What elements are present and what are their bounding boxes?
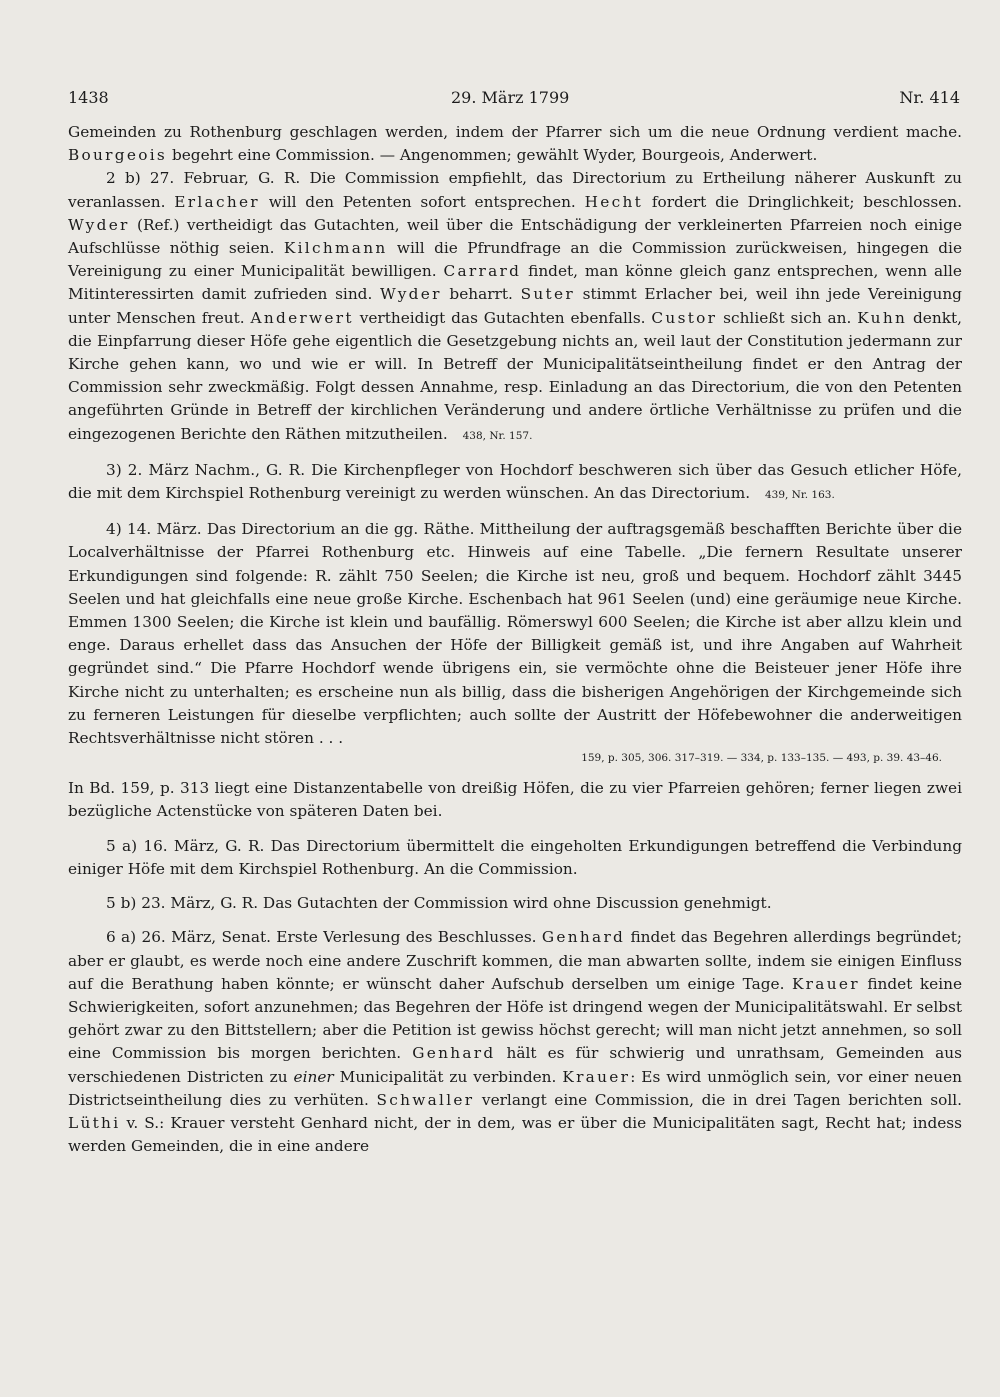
speaker-name: Anderwert bbox=[250, 308, 354, 327]
source-reference: 438, Nr. 157. bbox=[462, 429, 533, 442]
text-run: Municipalität zu verbinden. bbox=[333, 1067, 557, 1086]
document-number: Nr. 414 bbox=[899, 88, 960, 107]
text-run: 4) 14. März. Das Directorium an die gg. Räthe. Mittheilung der auftragsgemäß beschafften Berichte über die Localverhältnisse der Pfarrei Rothenburg etc. Hinweis auf eine Tabelle. „Die fernern Resultate unserer Erkundigungen sind folgende: R. zählt 750 Seelen; die Kirche ist neu, groß und bequem. Hochdorf zählt 3445 Seelen und hat gleichfalls eine neue große Kirche. Eschenbach hat 961 Seelen (und) eine geräumige neue Kirche. Emmen 1300 Seelen; die Kirche ist klein und baufällig. Römerswyl 600 Seelen; die Kirche ist aber allzu klein und enge. Daraus erhellet dass das Ansuchen der Höfe der Billigkeit gemäß ist, und ihre Angaben auf Wahrheit gegründet sind.“ Die Pfarre Hochdorf wende übrigens ein, sie vermöchte ohne die Beisteuer jener Höfe ihre Kirche nicht zu unterhalten; es erscheine nun als billig, dass die bisherigen Angehörigen der Kirchgemeinde sich zu ferneren Leistungen für dieselbe verpflichten; auch sollte der Austritt der Höfebewohner die anderweitigen Rechtsverhältnisse nicht stören . . . bbox=[68, 520, 962, 748]
speaker-name: Custor bbox=[651, 308, 718, 327]
text-run: 2 b) 27. Februar, G. R. Die Commission empfiehlt, das Directorium zu Ertheilung näherer Auskunft zu veranlassen. bbox=[68, 169, 962, 211]
emphasis: einer bbox=[293, 1067, 334, 1086]
speaker-name: Krauer bbox=[791, 974, 860, 993]
text-run: In Bd. 159, p. 313 liegt eine Distanzentabelle von dreißig Höfen, die zu vier Pfarreien gehören; ferner liegen zwei bezügliche Actenstücke von späteren Daten bei. bbox=[68, 779, 962, 821]
speaker-name: Wyder bbox=[68, 215, 130, 234]
text-run: beharrt. bbox=[441, 285, 513, 304]
text-run: verlangt eine Commission, die in drei Tagen berichten soll. bbox=[474, 1090, 962, 1109]
text-run: denkt, die Einpfarrung dieser Höfe gehe eigentlich die Gesetzgebung nichts an, weil laut der Constitution jedermann zur Kirche gehen kann, wo und wie er will. In Betreff der Municipalitätseintheilung findet er den Antrag der Commission sehr zweckmäßig. Folgt dessen Annahme, resp. Einladung an das Directorium, die von den Petenten angeführten Gründe in Betreff der kirchlichen Veränderung und andere örtliche Verhältnisse zu prüfen und die eingezogenen Berichte den Räthen mitzutheilen. bbox=[68, 308, 962, 443]
speaker-name: Schwaller bbox=[376, 1090, 475, 1109]
speaker-name: Kilchmann bbox=[283, 239, 388, 258]
text-run: hält es für schwierig und unrathsam, Gemeinden aus verschiedenen Districten zu bbox=[68, 1044, 962, 1086]
text-run: (Ref.) vertheidigt das Gutachten, weil über die Entschädigung der verkleinerten Pfarreien noch einige Aufschlüsse nöthig seien. bbox=[68, 215, 962, 258]
text-run: findet das Begehren allerdings begründet; aber er glaubt, es werde noch eine andere Zuschrift kommen, die man abwarten sollte, indem sie einigen Einfluss auf die Berathung haben könnte; er wünscht daher Aufschub derselben um einige Tage. bbox=[68, 928, 963, 993]
page-number: 1438 bbox=[68, 88, 109, 107]
text-run: findet keine Schwierigkeiten, sofort anzunehmen; das Begehren der Höfe ist dringend wegen der Municipalitätswahl. Er selbst gehört zwar zu den Bittstellern; aber die Petition ist gewiss höchst gerecht; will man nicht jetzt annehmen, so soll eine Commission bis morgen berichten. bbox=[68, 974, 962, 1063]
paragraph-5a bbox=[68, 835, 962, 881]
speaker-name: Carrard bbox=[443, 262, 522, 281]
paragraph-continuation bbox=[68, 121, 962, 167]
speaker-name: Hecht bbox=[584, 192, 644, 211]
source-reference: 439, Nr. 163. bbox=[764, 489, 835, 502]
speaker-name: Genhard bbox=[412, 1044, 496, 1063]
paragraph-5b bbox=[68, 892, 962, 915]
text-run: 6 a) 26. März, Senat. Erste Verlesung des Beschlusses. bbox=[106, 928, 537, 947]
text-run: 3) 2. März Nachm., G. R. Die Kirchenpfleger von Hochdorf beschweren sich über das Gesuch etlicher Höfe, die mit dem Kirchspiel Rothenburg vereinigt zu werden wünschen. An das Directorium. bbox=[68, 460, 962, 503]
text-run: begehrt eine Commission. — Angenommen; gewählt Wyder, Bourgeois, Anderwert. bbox=[167, 146, 818, 165]
speaker-name: Bourgeois bbox=[68, 146, 168, 165]
text-run: 5 b) 23. März, G. R. Das Gutachten der Commission wird ohne Discussion genehmigt. bbox=[106, 894, 772, 913]
speaker-name: Krauer bbox=[562, 1067, 631, 1086]
text-run: : Es wird unmöglich sein, vor einer neuen Districtseintheilung dies zu verhüten. bbox=[68, 1067, 962, 1109]
paragraph-2b bbox=[68, 167, 962, 447]
speaker-name: Lüthi bbox=[68, 1113, 121, 1132]
text-run: fordert die Dringlichkeit; beschlossen. bbox=[643, 192, 962, 211]
text-run: schließt sich an. bbox=[717, 308, 852, 327]
text-run: will die Pfrundfrage an die Commission zurückweisen, hingegen die Vereinigung zu einer Municipalität bewilligen. bbox=[68, 239, 963, 281]
text-run: vertheidigt das Gutachten ebenfalls. bbox=[353, 308, 646, 327]
text-run: findet, man könne gleich ganz entsprechen, wenn alle Mitinteressirten damit zufrieden sind. bbox=[68, 262, 962, 304]
text-run: will den Petenten sofort entsprechen. bbox=[259, 192, 576, 211]
text-run: stimmt Erlacher bei, weil ihn jede Vereinigung unter Menschen freut. bbox=[68, 285, 962, 327]
text-run: 5 a) 16. März, G. R. Das Directorium übermittelt die eingeholten Erkundigungen betreffend die Verbindung einiger Höfe mit dem Kirchspiel Rothenburg. An die Commission. bbox=[68, 836, 962, 878]
header-date: 29. März 1799 bbox=[451, 88, 570, 107]
speaker-name: Kuhn bbox=[857, 308, 908, 327]
paragraph-4 bbox=[68, 518, 962, 750]
paragraph-note bbox=[68, 777, 962, 823]
text-run: Gemeinden zu Rothenburg geschlagen werden, indem der Pfarrer sich um die neue Ordnung verdient mache. bbox=[68, 123, 962, 141]
speaker-name: Wyder bbox=[380, 285, 442, 304]
speaker-name: Suter bbox=[520, 285, 575, 304]
document-body bbox=[68, 121, 962, 1158]
text-run: v. S.: Krauer versteht Genhard nicht, der in dem, was er über die Municipalitäten sagt, Recht hat; indess werden Gemeinden, die in eine andere bbox=[68, 1113, 962, 1156]
page-header bbox=[68, 88, 960, 110]
speaker-name: Genhard bbox=[541, 928, 626, 947]
source-reference: 159, p. 305, 306. 317–319. — 334, p. 133–135. — 493, p. 39. 43–46. bbox=[581, 752, 942, 765]
paragraph-6a bbox=[68, 926, 962, 1158]
speaker-name: Erlacher bbox=[174, 192, 260, 211]
paragraph-3 bbox=[68, 459, 962, 507]
